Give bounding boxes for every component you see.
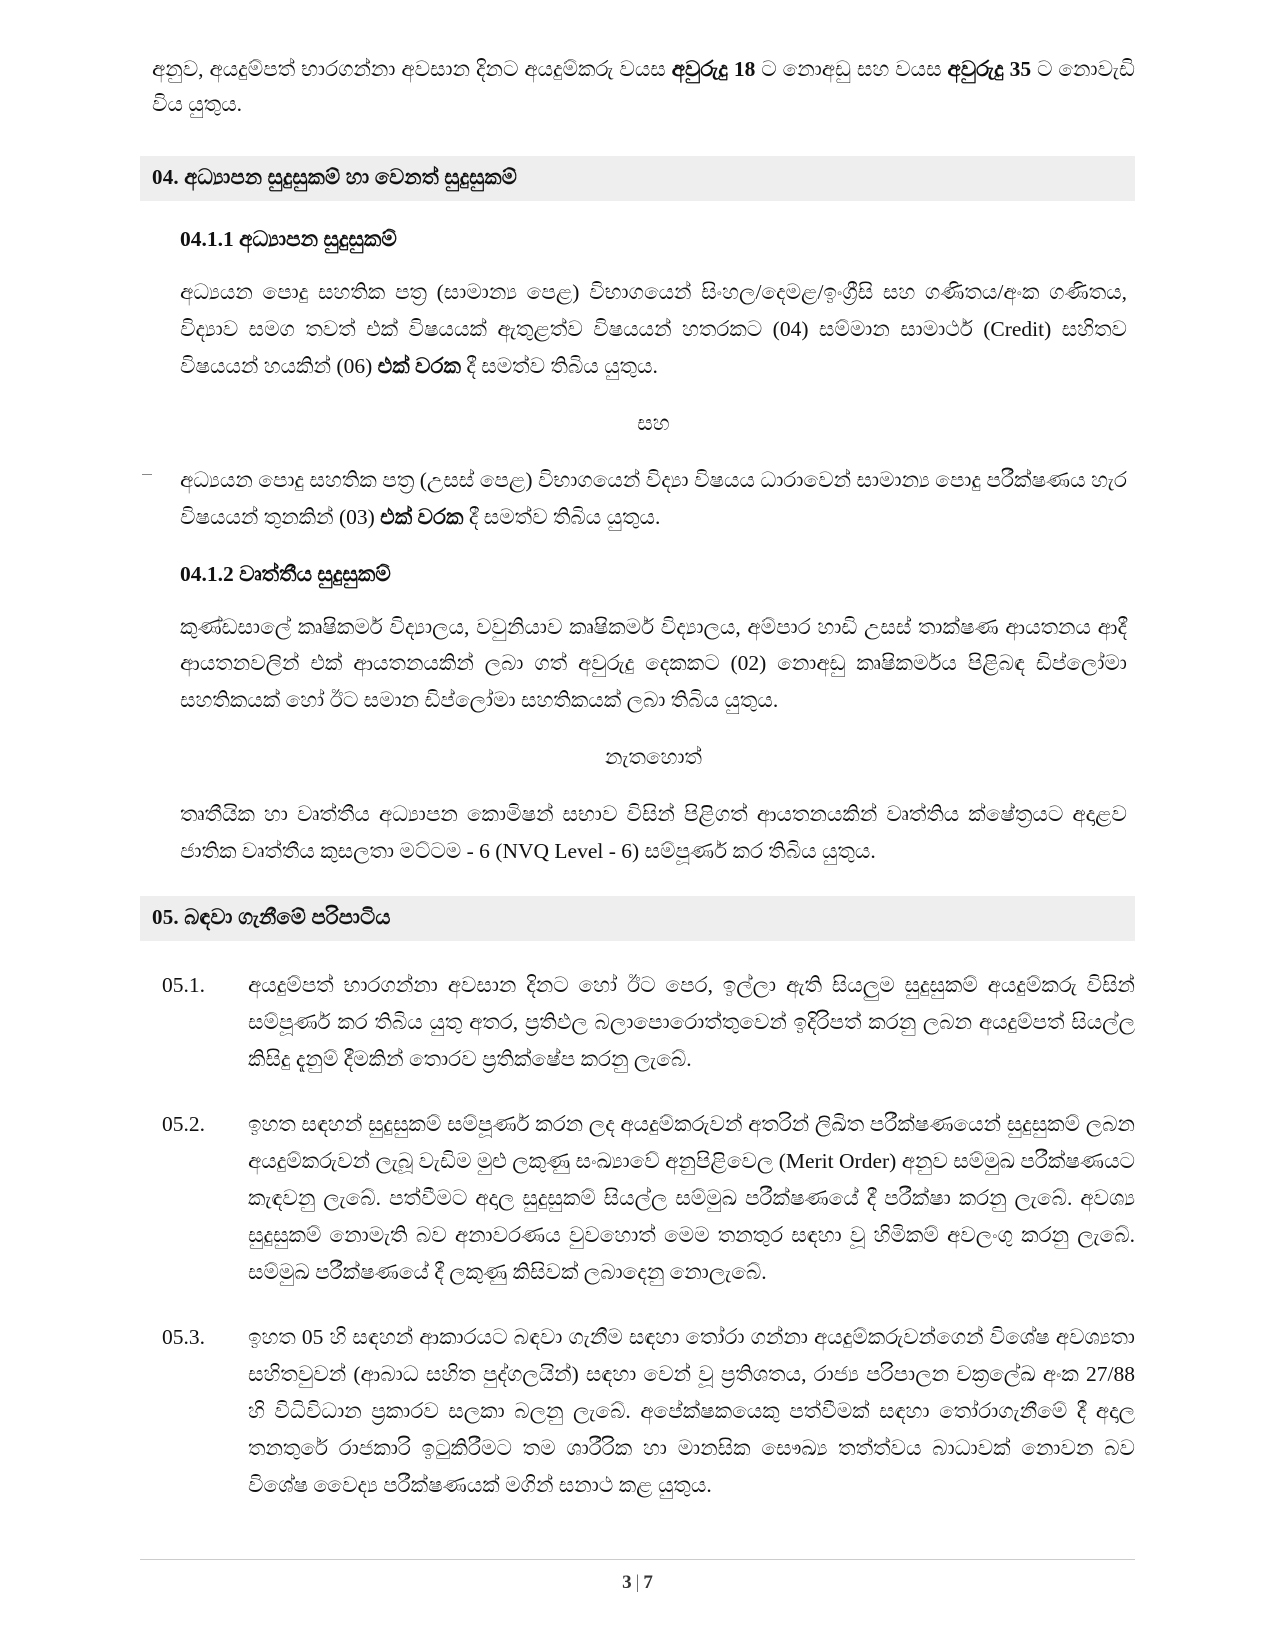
current-page-number: 3 [622, 1572, 632, 1593]
paragraph-education-ol: අධ්‍යයන පොදු සහතික පත්‍ර (සාමාන්‍ය පෙළ) විභාගයෙන් සිංහල/දෙමළ/ඉංග්‍රීසි සහ ගණිතය/අංක ගණිතය, විද්‍යාව සමග තවත් එක් විෂයයක් ඇතුළත්ව විෂයයන් හතරකට (04) සම්මාන සාමාර්ථ (Credit) සහිතව විෂයයන් හයකින් (06) එක් වරක දී සමත්ව තිබිය යුතුය. [180, 279, 1127, 378]
list-item-text: අයදුම්පත් භාරගන්නා අවසාන දිනට හෝ ඊට පෙර, ඉල්ලා ඇති සියලුම සුදුසුකම් අයදුම්කරු විසින් සම්පූර්ණ කර තිබිය යුතු අතර, ප්‍රතිඵල බලාපොරොත්තුවෙන් ඉදිරිපත් කරනු ලබන අයදුම්පත් සියල්ල කිසිදු දැනුම් දීමකින් තොරව ප්‍රතික්ෂේප කරනු ලැබේ. [248, 973, 1135, 1072]
list-item-text: ඉහත 05 හි සඳහන් ආකාරයට බඳවා ගැනීම සඳහා තෝරා ගන්නා අයදුම්කරුවන්ගෙන් විශේෂ අවශ්‍යතා සහිතවුවන් (ආබාධ සහිත පුද්ගලයින්) සඳහා වෙන් වූ ප්‍රතිශතය, රාජ්‍ය පරිපාලන චක්‍රලේඛ අංක 27/88 හි විධිවිධාන ප්‍රකාරව සලකා බලනු ලැබේ. අපේක්ෂකයෙකු පත්වීමක් සඳහා තෝරාගැනීමේ දී අදාල තනතුරේ රාජකාරි ඉටුකිරීමට තම ශාරීරික හා මානසික සෞඛ්‍ය තත්ත්වය බාධාවක් නොවන බව විශේෂ වෛද්‍ය පරීක්ෂණයක් මගින් සනාථ කළ යුතුය. [248, 1325, 1135, 1497]
list-item-number: 05.2. [162, 1112, 205, 1137]
sub-heading-04-1-1: 04.1.1 අධ්‍යාපන සුදුසුකම් [180, 226, 397, 251]
section-heading-05: 05. බඳවා ගැනීමේ පරිපාටිය [140, 896, 1135, 941]
paragraph-nvq-level: තෘතීයික හා වෘත්තීය අධ්‍යාපන කොමිෂන් සභාව විසින් පිළිගත් ආයතනයකින් වෘත්තිය ක්ෂේත්‍රයට අදාළව ජාතික වෘත්තීය කුසලතා මට්ටම - 6 (NVQ Level - 6) සම්පූර්ණ කර තිබිය යුතුය. [180, 802, 1127, 864]
total-page-count: 7 [643, 1572, 653, 1593]
list-item [162, 1319, 1135, 1504]
margin-tick-mark [142, 474, 152, 475]
section-04-body [180, 227, 1127, 871]
list-item [162, 1106, 1135, 1291]
footer-divider [140, 1559, 1135, 1560]
list-item-number: 05.3. [162, 1325, 205, 1350]
list-item [162, 967, 1135, 1078]
page-separator: | [635, 1572, 640, 1593]
section-heading-04: 04. අධ්‍යාපන සුදුසුකම් හා වෙනත් සුදුසුකම් [140, 156, 1135, 201]
page-footer [140, 1559, 1135, 1594]
list-item-text: ඉහත සඳහන් සුදුසුකම් සම්පූර්ණ කරන ලද අයදුම්කරුවන් අතරින් ලිඛිත පරීක්ෂණයෙන් සුදුසුකම් ලබන අයදුම්කරුවන් ලැබූ වැඩිම මුළු ලකුණු සංඛ්‍යාවේ අනුපිළිවෙල (Merit Order) අනුව සම්මුඛ පරීක්ෂණයට කැඳවනු ලැබේ. පත්වීමට අදාල සුදුසුකම් සියල්ල සම්මුඛ පරීක්ෂණයේ දී පරීක්ෂා කරනු ලැබේ. අවශ්‍ය සුදුසුකම් නොමැති බව අනාවරණය වුවහොත් මෙම තනතුර සඳහා වූ හිමිකම් අවලංගු කරනු ලැබේ. සම්මුඛ පරීක්ෂණයේ දී ලකුණු කිසිවක් ලබාදෙනු නොලැබේ. [248, 1112, 1135, 1285]
intro-paragraph: අනුව, අයදුම්පත් භාරගන්නා අවසාන දිනට අයදුම්කරු වයස අවුරුදු 18 ට නොඅඩු සහ වයස අවුරුදු 35 ට නොවැඩි විය යුතුය. [152, 57, 1135, 116]
page-number [140, 1572, 1135, 1594]
paragraph-education-al: අධ්‍යයන පොදු සහතික පත්‍ර (උසස් පෙළ) විභාගයෙන් විද්‍යා විෂයය ධාරාවෙන් සාමාන්‍ය පොදු පරීක්ෂණය හැර විෂයයන් තුනකින් (03) එක් වරක දී සමත්ව තිබිය යුතුය. [180, 467, 1127, 529]
sub-heading-04-1-2: 04.1.2 වෘත්තීය සුදුසුකම් [180, 561, 391, 586]
connector-and: සහ [637, 410, 670, 435]
list-item-number: 05.1. [162, 973, 205, 998]
connector-or: නැතහොත් [604, 745, 702, 770]
paragraph-professional-diploma: කුණ්ඩසාලේ කෘෂිකර්ම විද්‍යාලය, වවුනියාව කෘෂිකර්ම විද්‍යාලය, අම්පාර හාඩි උසස් තාක්ෂණ ආයතනය ආදී ආයතනවලින් එක් ආයතනයකින් ලබා ගත් අවුරුදු දෙකකට (02) නොඅඩු කෘෂිකර්මය පිළිබඳ ඩිප්ලෝමා සහතිකයක් හෝ ඊට සමාන ඩිප්ලෝමා සහතිකයක් ලබා තිබිය යුතුය. [180, 614, 1127, 713]
